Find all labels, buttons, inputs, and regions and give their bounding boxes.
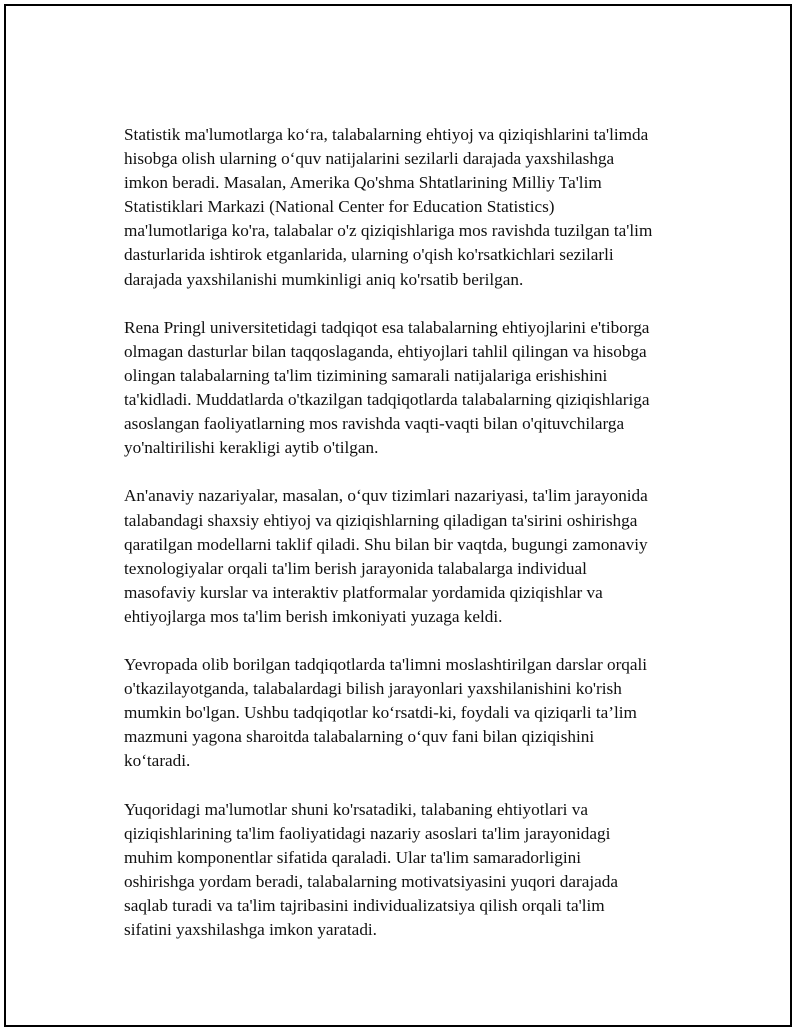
text-line: darajada yaxshilanishi mumkinligi aniq ko'rsatib berilgan.	[124, 269, 524, 289]
text-line: imkon beradi. Masalan, Amerika Qo'shma Shtatlarining Milliy Ta'lim	[124, 173, 602, 193]
text-line: ehtiyojlarga mos ta'lim berish imkoniyati yuzaga keldi.	[124, 606, 503, 626]
paragraph-5	[124, 798, 694, 943]
text-line: Statistik ma'lumotlarga ko‘ra, talabalarning ehtiyoj va qiziqishlarini ta'limda	[124, 125, 649, 144]
text-line: mumkin bo'lgan. Ushbu tadqiqotlar ko‘rsatdi-ki, foydali va qiziqarli ta’lim	[124, 703, 637, 723]
text-line: ko‘taradi.	[124, 751, 191, 771]
text-line: yo'naltirilishi kerakligi aytib o'tilgan.	[124, 438, 379, 458]
text-line: Yevropada olib borilgan tadqiqotlarda ta'limni moslashtirilgan darslar orqali	[124, 655, 648, 675]
text-line: asoslangan faoliyatlarning mos ravishda vaqti-vaqti bilan o'qituvchilarga	[124, 414, 625, 434]
text-line: Yuqoridagi ma'lumotlar shuni ko'rsatadiki, talabaning ehtiyotlari va	[124, 799, 588, 819]
document-body	[124, 123, 694, 966]
text-line: dasturlarida ishtirok etganlarida, ularning o'qish ko'rsatkichlari sezilarli	[124, 245, 614, 265]
text-line: texnologiyalar orqali ta'lim berish jarayonida talabalarga individual	[124, 558, 587, 578]
text-line: An'anaviy nazariyalar, masalan, o‘quv tizimlari nazariyasi, ta'lim jarayonida	[124, 486, 648, 506]
text-line: ma'lumotlariga ko'ra, talabalar o'z qiziqishlariga mos ravishda tuzilgan ta'lim	[124, 221, 653, 241]
text-line: ta'kidladi. Muddatlarda o'tkazilgan tadqiqotlarda talabalarning qiziqishlariga	[124, 390, 650, 410]
paragraph-1	[124, 123, 694, 292]
paragraph-2	[124, 316, 694, 461]
paragraph-4	[124, 653, 694, 773]
text-line: talabandagi shaxsiy ehtiyoj va qiziqishlarning qiladigan ta'sirini oshirishga	[124, 510, 638, 530]
text-line: olmagan dasturlar bilan taqqoslaganda, ehtiyojlari tahlil qilingan va hisobga	[124, 341, 647, 361]
paragraph-3	[124, 484, 694, 629]
text-line: Rena Pringl universitetidagi tadqiqot esa talabalarning ehtiyojlarini e'tiborga	[124, 317, 650, 337]
text-line: muhim komponentlar sifatida qaraladi. Ular ta'lim samaradorligini	[124, 847, 582, 867]
text-line: olingan talabalarning ta'lim tizimining samarali natijalariga erishishini	[124, 365, 608, 385]
text-line: qiziqishlarining ta'lim faoliyatidagi nazariy asoslari ta'lim jarayonidagi	[124, 823, 611, 843]
page-frame	[4, 4, 792, 1027]
text-line: masofaviy kurslar va interaktiv platformalar yordamida qiziqishlar va	[124, 582, 603, 602]
text-line: Statistiklari Markazi (National Center for Education Statistics)	[124, 197, 555, 217]
text-line: sifatini yaxshilashga imkon yaratadi.	[124, 920, 377, 940]
text-line: hisobga olish ularning o‘quv natijalarini sezilarli darajada yaxshilashga	[124, 149, 615, 169]
text-line: oshirishga yordam beradi, talabalarning motivatsiyasini yuqori darajada	[124, 871, 618, 891]
text-line: qaratilgan modellarni taklif qiladi. Shu bilan bir vaqtda, bugungi zamonaviy	[124, 534, 648, 554]
text-line: saqlab turadi va ta'lim tajribasini individualizatsiya qilish orqali ta'lim	[124, 896, 605, 915]
text-line: o'tkazilayotganda, talabalardagi bilish jarayonlari yaxshilanishini ko'rish	[124, 679, 622, 699]
text-line: mazmuni yagona sharoitda talabalarning o‘quv fani bilan qiziqishini	[124, 727, 595, 747]
